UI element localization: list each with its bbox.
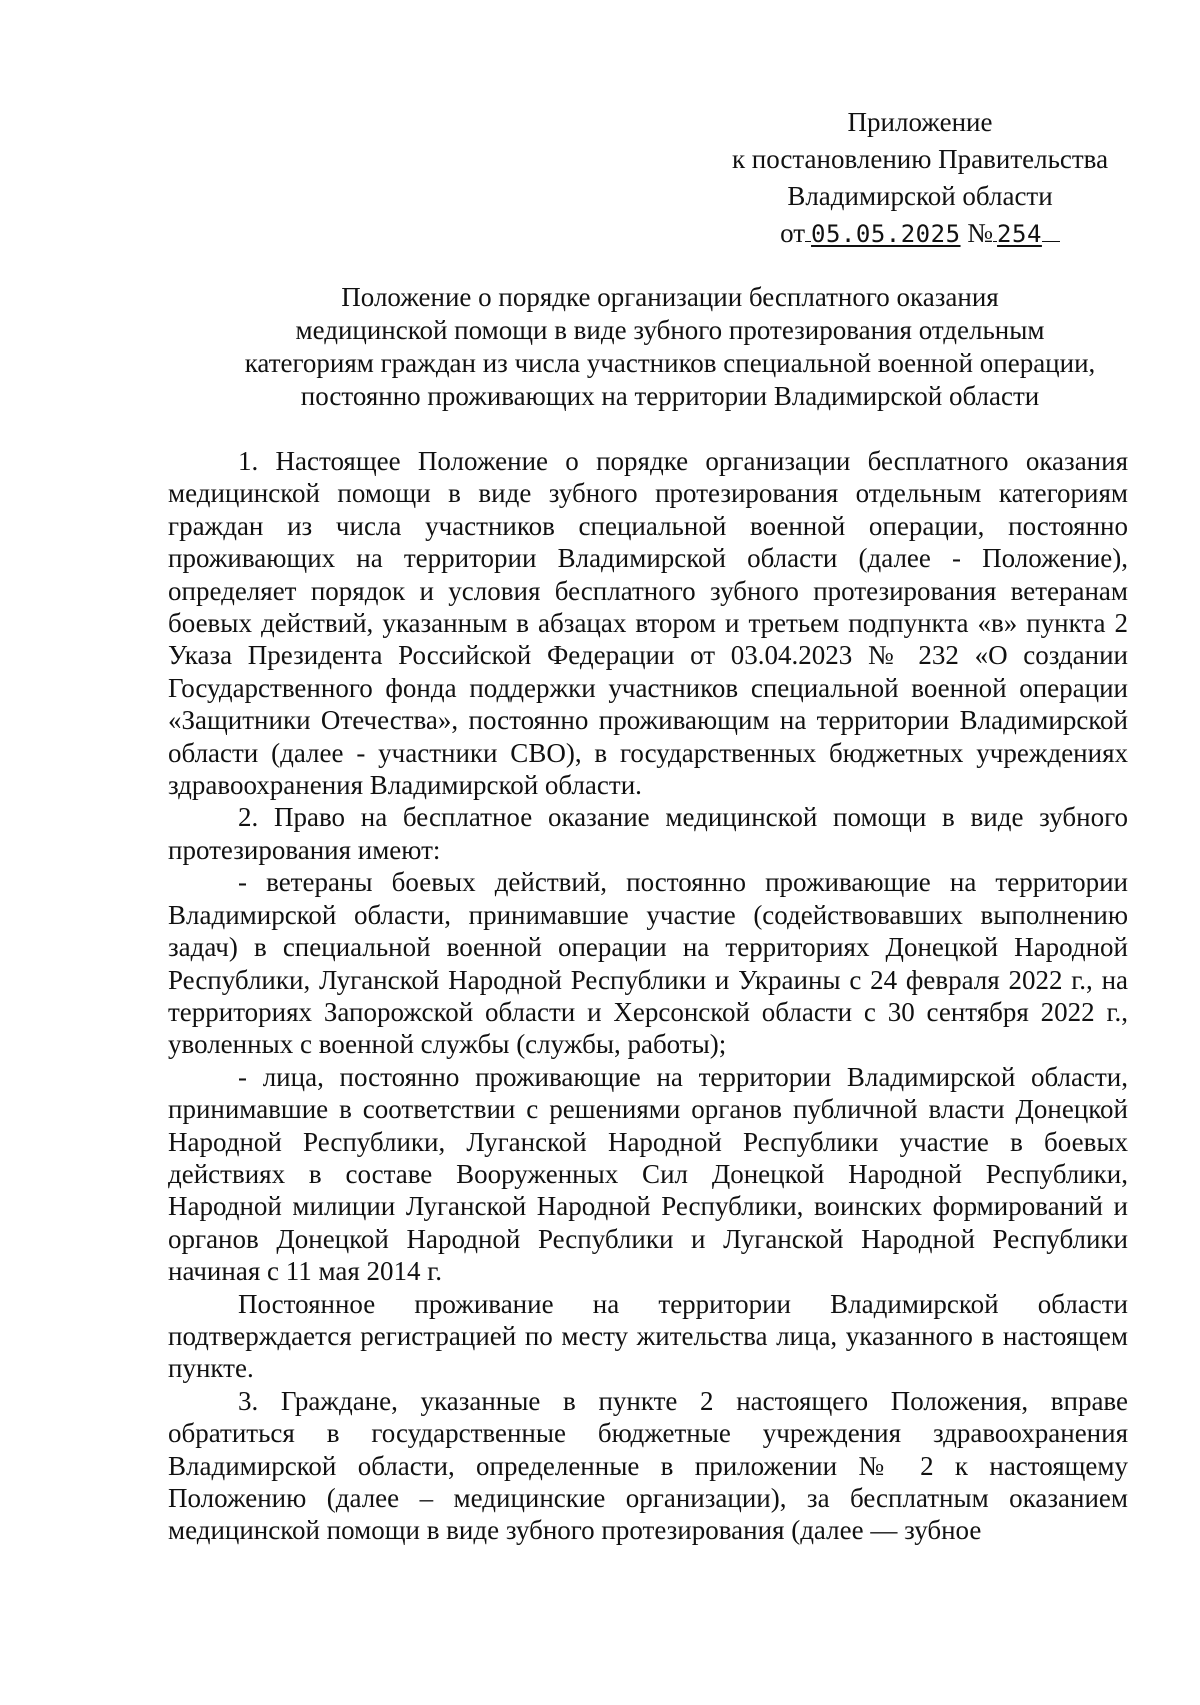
document-number-stamp: 254 bbox=[997, 220, 1042, 248]
title-line-2: медицинской помощи в виде зубного протезирования отдельным bbox=[295, 315, 1045, 345]
appendix-date-line bbox=[720, 215, 1120, 253]
document-title bbox=[130, 281, 1200, 413]
appendix-reference: к постановлению Правительства bbox=[731, 144, 1109, 174]
appendix-header bbox=[720, 104, 1120, 253]
paragraph-3: 3. Граждане, указанные в пункте 2 настоящего Положения, вправе обратиться в государственные бюджетные учреждения здравоохранения Владимирской области, определенные в приложении № 2 к настоящему Положению (далее – медицинские организации), за бесплатным оказанием медицинской помощи в виде зубного протезирования (далее — зубное bbox=[168, 1385, 1128, 1546]
document-body bbox=[168, 445, 1128, 1547]
number-underline-tail bbox=[1042, 240, 1060, 242]
date-prefix: от bbox=[780, 218, 806, 248]
appendix-label: Приложение bbox=[847, 107, 993, 137]
title-line-4: постоянно проживающих на территории Владимирской области bbox=[300, 381, 1040, 411]
paragraph-2: 2. Право на бесплатное оказание медицинской помощи в виде зубного протезирования имеют: bbox=[168, 802, 1128, 865]
number-sign: № bbox=[967, 218, 994, 248]
appendix-region: Владимирской области bbox=[787, 181, 1053, 211]
list-item-persons: - лица, постоянно проживающие на территории Владимирской области, принимавшие в соответствии с решениями органов публичной власти Донецкой Народной Республики, Луганской Народной Республики участие в боевых действиях в составе Вооруженных Сил Донецкой Народной Республики, Народной милиции Луганской Народной Республики, воинских формирований и органов Донецкой Народной Республики и Луганской Народной Республики начиная с 11 мая 2014 г. bbox=[168, 1061, 1128, 1287]
document-date-stamp: 05.05.2025 bbox=[811, 220, 961, 248]
paragraph-residence: Постоянное проживание на территории Владимирской области подтверждается регистрацией по месту жительства лица, указанного в настоящем пункте. bbox=[168, 1288, 1128, 1384]
list-item-veterans: - ветераны боевых действий, постоянно проживающие на территории Владимирской области, принимавшие участие (содействовавших выполнению задач) в специальной военной операции на территориях Донецкой Народной Республики, Луганской Народной Республики и Украины с 24 февраля 2022 г., на территориях Запорожской области и Херсонской области с 30 сентября 2022 г., уволенных с военной службы (службы, работы); bbox=[168, 867, 1128, 1060]
paragraph-1: 1. Настоящее Положение о порядке организации бесплатного оказания медицинской помощи в виде зубного протезирования отдельным категориям граждан из числа участников специальной военной операции, постоянно проживающих на территории Владимирской области (далее - Положение), определяет порядок и условия бесплатного зубного протезирования ветеранам боевых действий, указанным в абзацах втором и третьем подпункта «в» пункта 2 Указа Президента Российской Федерации от 03.04.2023 № 232 «О создании Государственного фонда поддержки участников специальной военной операции «Защитники Отечества», постоянно проживающим на территории Владимирской области (далее - участники СВО), в государственных бюджетных учреждениях здравоохранения Владимирской области. bbox=[168, 446, 1128, 801]
title-line-3: категориям граждан из числа участников специальной военной операции, bbox=[244, 348, 1096, 378]
title-line-1: Положение о порядке организации бесплатного оказания bbox=[341, 282, 999, 312]
